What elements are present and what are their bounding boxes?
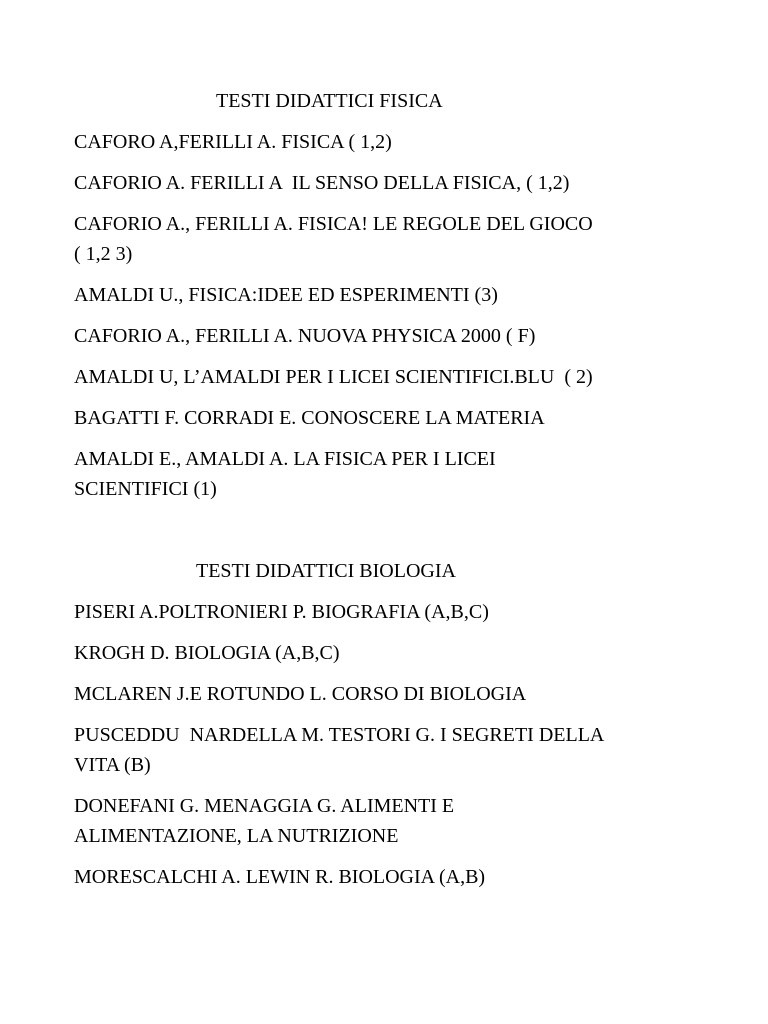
list-item: KROGH D. BIOLOGIA (A,B,C) [74,642,340,664]
list-item: BAGATTI F. CORRADI E. CONOSCERE LA MATERIA [74,407,545,429]
list-item: PUSCEDDU NARDELLA M. TESTORI G. I SEGRETI DELLA VITA (B) [74,724,605,776]
list-item: CAFORIO A., FERILLI A. FISICA! LE REGOLE DEL GIOCO ( 1,2 3) [74,213,593,265]
list-item: CAFORIO A., FERILLI A. NUOVA PHYSICA 2000 ( F) [74,325,536,347]
list-item: PISERI A.POLTRONIERI P. BIOGRAFIA (A,B,C) [74,601,489,623]
list-item: AMALDI U, L’AMALDI PER I LICEI SCIENTIFICI.BLU ( 2) [74,366,593,388]
list-item: MORESCALCHI A. LEWIN R. BIOLOGIA (A,B) [74,866,486,888]
biologia-section [74,556,714,903]
biologia-book-list [74,597,714,892]
list-item: AMALDI E., AMALDI A. LA FISICA PER I LICEI SCIENTIFICI (1) [74,448,496,500]
fisica-heading: TESTI DIDATTICI FISICA [216,90,443,112]
list-item: CAFORO A,FERILLI A. FISICA ( 1,2) [74,131,392,153]
biologia-heading: TESTI DIDATTICI BIOLOGIA [196,560,456,582]
fisica-book-list [74,127,714,504]
fisica-section [74,86,714,515]
list-item: MCLAREN J.E ROTUNDO L. CORSO DI BIOLOGIA [74,683,527,705]
list-item: CAFORIO A. FERILLI A IL SENSO DELLA FISICA, ( 1,2) [74,172,570,194]
list-item: AMALDI U., FISICA:IDEE ED ESPERIMENTI (3) [74,284,498,306]
list-item: DONEFANI G. MENAGGIA G. ALIMENTI E ALIMENTAZIONE, LA NUTRIZIONE [74,795,455,847]
